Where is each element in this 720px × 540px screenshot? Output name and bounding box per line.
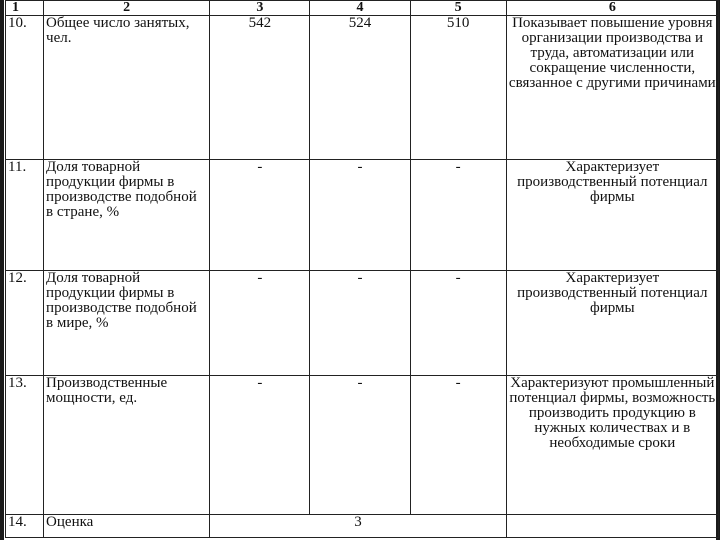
value-col3: -	[210, 160, 310, 271]
assessment-value: 3	[210, 515, 506, 538]
header-cell: 1	[6, 1, 44, 16]
row-number: 10.	[6, 16, 44, 160]
table-row	[6, 16, 719, 160]
table-row	[6, 160, 719, 271]
row-number: 12.	[6, 271, 44, 376]
value-col5: -	[410, 376, 506, 515]
table-row-summary	[6, 515, 719, 538]
indicator-name: Производственные мощности, ед.	[44, 376, 210, 515]
row-number: 11.	[6, 160, 44, 271]
table-header-row	[6, 1, 719, 16]
page-edge-left	[0, 0, 4, 540]
indicator-description: Показывает повышение уровня организации производства и труда, автоматизации или сокращение численности, связанное с другими причинами	[506, 16, 718, 160]
table-row	[6, 271, 719, 376]
indicator-description: Характеризуют промышленный потенциал фирмы, возможность производить продукцию в нужных количествах и в необходимые сроки	[506, 376, 718, 515]
value-col4: -	[310, 376, 410, 515]
empty-cell	[506, 515, 718, 538]
header-cell: 2	[44, 1, 210, 16]
indicator-description: Характеризует производственный потенциал фирмы	[506, 160, 718, 271]
header-cell: 6	[506, 1, 718, 16]
header-cell: 4	[310, 1, 410, 16]
value-col5: -	[410, 271, 506, 376]
value-col5: 510	[410, 16, 506, 160]
value-col4: -	[310, 160, 410, 271]
table-row	[6, 376, 719, 515]
value-col3: -	[210, 271, 310, 376]
value-col3: 542	[210, 16, 310, 160]
value-col4: -	[310, 271, 410, 376]
row-number: 14.	[6, 515, 44, 538]
header-cell: 5	[410, 1, 506, 16]
value-col3: -	[210, 376, 310, 515]
value-col5: -	[410, 160, 506, 271]
indicator-name: Оценка	[44, 515, 210, 538]
indicator-name: Доля товарной продукции фирмы в производстве подобной в стране, %	[44, 160, 210, 271]
indicators-table	[5, 0, 719, 538]
indicator-name: Общее число занятых, чел.	[44, 16, 210, 160]
value-col4: 524	[310, 16, 410, 160]
indicator-name: Доля товарной продукции фирмы в производстве подобной в мире, %	[44, 271, 210, 376]
header-cell: 3	[210, 1, 310, 16]
row-number: 13.	[6, 376, 44, 515]
indicator-description: Характеризует производственный потенциал фирмы	[506, 271, 718, 376]
